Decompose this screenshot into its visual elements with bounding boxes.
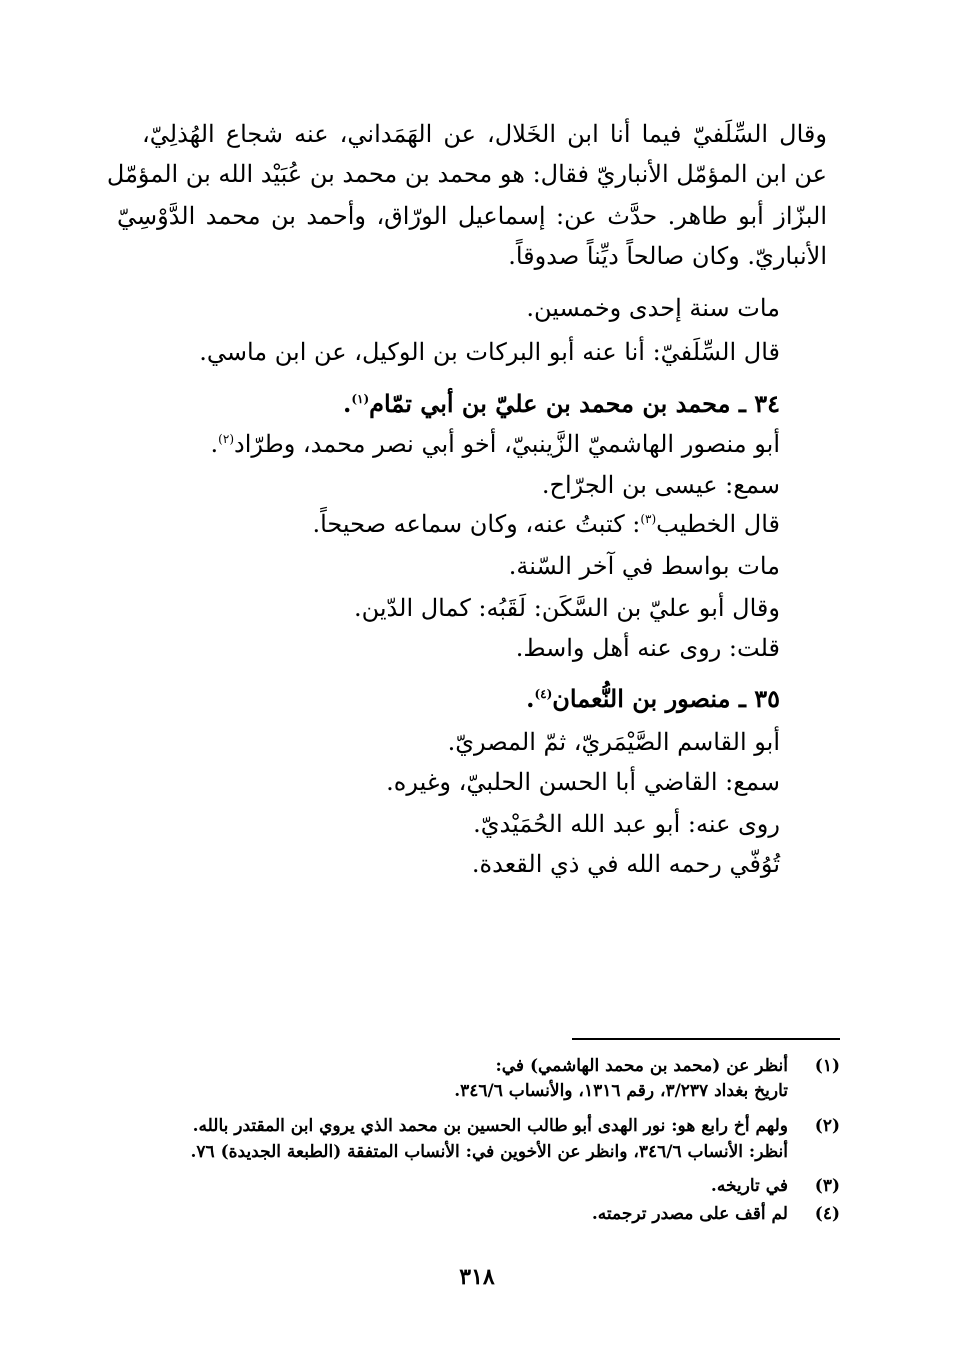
- footnote-number: (٢): [814, 1116, 840, 1136]
- punct: .: [210, 430, 219, 458]
- entry-35-title: ٣٥ ـ منصور بن النُّعمان: [552, 684, 780, 713]
- entry-34-text: أبو منصور الهاشميّ الزَّينبيّ، أخو أبي نصر محمد، وطرّاد: [234, 430, 780, 458]
- footnote-line: تاريخ بغداد ٣/٢٣٧، رقم ١٣١٦، والأنساب ٣٤٦/٦.: [454, 1081, 788, 1101]
- entry-35-line: أبو القاسم الصَّيْمَريّ، ثمّ المصريّ.: [447, 728, 780, 756]
- entry-35-line: روى عنه: أبو عبد الله الحُمَيْديّ.: [473, 810, 780, 838]
- footnote-line: ولهم أخ رابع هو: نور الهدى أبو طالب الحسين بن محمد الذي يروي ابن المقتدر بالله.: [192, 1116, 788, 1136]
- body-line: مات سنة إحدى وخمسين.: [526, 294, 780, 322]
- entry-35-line: تُوُفّي رحمه الله في ذي القعدة.: [471, 850, 780, 878]
- body-line: البزّاز أبو طاهر. حدَّث عن: إسماعيل الورّاق، وأحمد بن محمد الدَّوْسِيّ: [117, 202, 827, 230]
- footnote-ref: (٤): [534, 687, 553, 701]
- entry-34-heading: [343, 388, 780, 420]
- footnote-line: لم أقف على مصدر ترجمته.: [591, 1204, 788, 1224]
- footnote-line: في تاريخه.: [710, 1176, 788, 1196]
- footnote-ref: (١): [351, 392, 370, 406]
- entry-34-line: مات بواسط في آخر السّنة.: [508, 552, 780, 580]
- body-line: وقال السِّلَفيّ فيما أنا ابن الخَلال، عن الهَمَداني، عنه شجاع الهُذلِيّ،: [142, 120, 827, 148]
- footnote-number: (٤): [814, 1204, 840, 1224]
- entry-34-line: سمع: عيسى بن الجرّاح.: [541, 471, 780, 499]
- footnote-separator: [572, 1038, 840, 1040]
- footnote-line: أنظر عن (محمد بن محمد الهاشمي) في:: [495, 1056, 788, 1076]
- entry-34-line: [312, 508, 780, 540]
- entry-35-heading: [526, 683, 780, 715]
- footnote-ref: (٢): [218, 432, 234, 446]
- footnote-number: (١): [814, 1056, 840, 1076]
- footnote-number: (٣): [814, 1176, 840, 1196]
- footnote-line: أنظر: الأنساب ٣٤٦/٦، وانظر عن الأخوين في: الأنساب المتفقة (الطبعة الجديدة) ٧٦.: [190, 1142, 788, 1162]
- punct: .: [342, 389, 352, 418]
- punct: .: [526, 684, 535, 713]
- body-line: قال السِّلَفيّ: أنا عنه أبو البركات بن الوكيل، عن ابن ماسي.: [199, 338, 780, 366]
- entry-34-line: قلت: روى عنه أهل واسط.: [515, 634, 780, 662]
- entry-34-line: وقال أبو عليّ بن السَّكَن: لَقَبُه: كمال الدّين.: [353, 594, 780, 622]
- footnote-ref: (٣): [640, 512, 657, 526]
- entry-35-line: سمع: القاضي أبا الحسن الحلبيّ، وغيره.: [386, 768, 780, 796]
- page-number: ٣١٨: [459, 1264, 495, 1290]
- entry-34-title: ٣٤ ـ محمد بن محمد بن عليّ بن أبي تمّام: [369, 389, 780, 418]
- entry-34-line: [211, 428, 780, 460]
- entry-34-text: قال الخطيب: [656, 510, 780, 538]
- entry-34-text: : كتبتُ عنه، وكان سماعه صحيحاً.: [312, 510, 641, 538]
- body-line: عن ابن المؤمّل الأنباريّ فقال: هو محمد بن محمد بن عُبَيْد الله بن المؤمّل: [106, 160, 827, 188]
- body-line: الأنباريّ. وكان صالحاً ديِّناً صدوقاً.: [508, 242, 827, 270]
